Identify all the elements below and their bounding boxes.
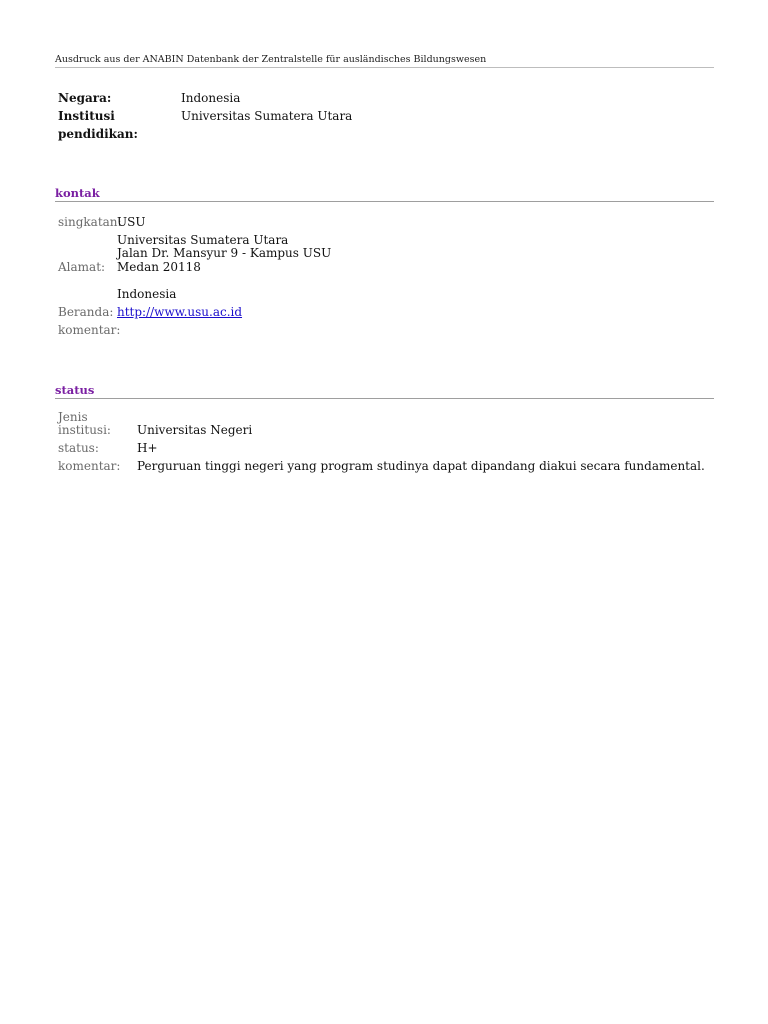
- country-label: Negara:: [58, 91, 112, 105]
- status-label: status:: [58, 441, 99, 456]
- summary-table: [58, 89, 714, 143]
- homepage-label: Beranda:: [58, 305, 114, 320]
- institution-type-value: Universitas Negeri: [137, 423, 253, 438]
- abbreviation-label: singkatan:: [58, 215, 122, 229]
- address-block: [117, 234, 331, 274]
- kontak-row-abbreviation: [58, 216, 714, 229]
- institution-type-label: Jenis institusi:: [58, 410, 111, 438]
- status-comment-value: Perguruan tinggi negeri yang program studinya dapat dipandang diakui secara fundamental.: [137, 459, 705, 474]
- summary-row-institution: [58, 107, 714, 143]
- kontak-row-comment: [58, 324, 714, 337]
- institution-label: Institusi pendidikan:: [58, 109, 138, 141]
- summary-row-country: [58, 89, 714, 107]
- status-row-status: [58, 442, 714, 455]
- document-page: [55, 54, 714, 473]
- status-row-type: [58, 411, 714, 437]
- status-value: H+: [137, 441, 158, 456]
- kontak-row-address-country: [58, 288, 714, 301]
- country-value: Indonesia: [181, 91, 241, 105]
- kontak-row-homepage: [58, 306, 714, 319]
- kontak-rows: [58, 216, 714, 337]
- address-line: Indonesia: [117, 287, 177, 302]
- address-line: Jalan Dr. Mansyur 9 - Kampus USU: [117, 246, 332, 261]
- address-line: Medan 20118: [117, 259, 201, 274]
- institution-value: Universitas Sumatera Utara: [181, 109, 353, 123]
- status-rows: [58, 411, 714, 473]
- abbreviation-value: USU: [117, 215, 146, 229]
- kontak-comment-label: komentar:: [58, 323, 121, 338]
- homepage-link[interactable]: http://www.usu.ac.id: [117, 305, 243, 320]
- source-header: Ausdruck aus der ANABIN Datenbank der Zentralstelle für ausländisches Bildungswesen: [55, 54, 714, 68]
- section-title-kontak: kontak: [55, 186, 714, 202]
- address-label: Alamat:: [58, 260, 106, 275]
- section-title-status: status: [55, 383, 714, 399]
- status-comment-label: komentar:: [58, 459, 121, 474]
- status-row-comment: [58, 460, 714, 473]
- kontak-row-address: [58, 234, 714, 274]
- address-line: Universitas Sumatera Utara: [117, 233, 289, 247]
